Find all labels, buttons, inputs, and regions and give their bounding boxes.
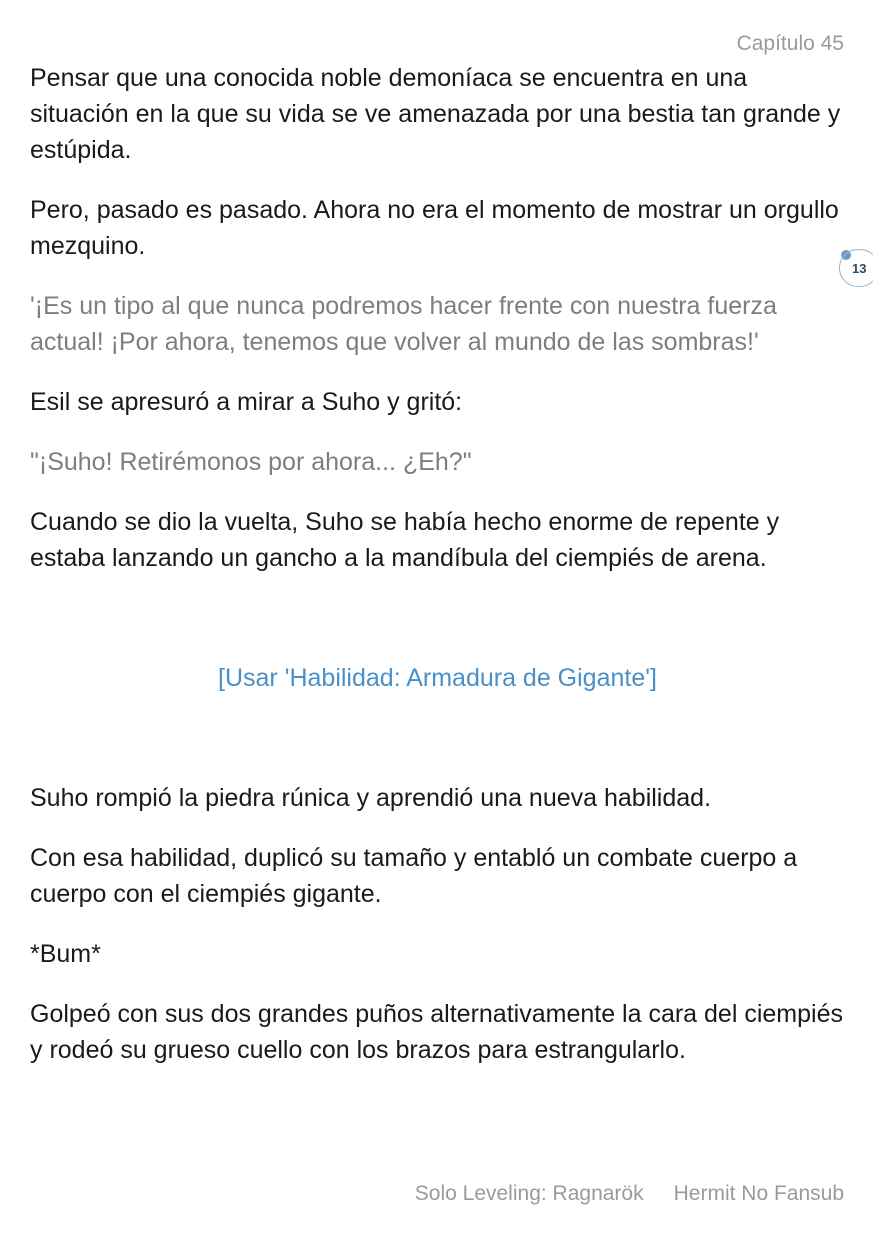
chapter-label: Capítulo 45 [736,32,844,55]
footer-title: Solo Leveling: Ragnarök [414,1182,644,1205]
chapter-text [30,60,845,1092]
page-number: 13 [852,260,867,276]
paragraph: Pero, pasado es pasado. Ahora no era el momento de mostrar un orgullo mezquino. [30,196,839,260]
paragraph: Cuando se dio la vuelta, Suho se había hecho enorme de repente y estaba lanzando un gancho a la mandíbula del ciempiés de arena. [30,508,780,572]
thought-paragraph: '¡Es un tipo al que nunca podremos hacer frente con nuestra fuerza actual! ¡Por ahora, tenemos que volver al mundo de las sombras!' [30,292,777,356]
system-message: [Usar 'Habilidad: Armadura de Gigante'] [218,664,657,692]
paragraph: Golpeó con sus dos grandes puños alternativamente la cara del ciempiés y rodeó su grueso cuello con los brazos para estrangularlo. [30,1000,843,1064]
footer [415,1182,844,1206]
paragraph: Con esa habilidad, duplicó su tamaño y entabló un combate cuerpo a cuerpo con el ciempiés gigante. [30,844,798,908]
dialogue-paragraph: "¡Suho! Retirémonos por ahora... ¿Eh?" [30,448,472,476]
paragraph: Esil se apresuró a mirar a Suho y gritó: [30,388,463,416]
sound-effect: *Bum* [30,940,101,968]
paragraph: Pensar que una conocida noble demoníaca se encuentra en una situación en la que su vida se ve amenazada por una bestia tan grande y estúpida. [30,64,841,164]
paragraph: Suho rompió la piedra rúnica y aprendió una nueva habilidad. [30,784,712,812]
footer-group: Hermit No Fansub [673,1182,844,1205]
